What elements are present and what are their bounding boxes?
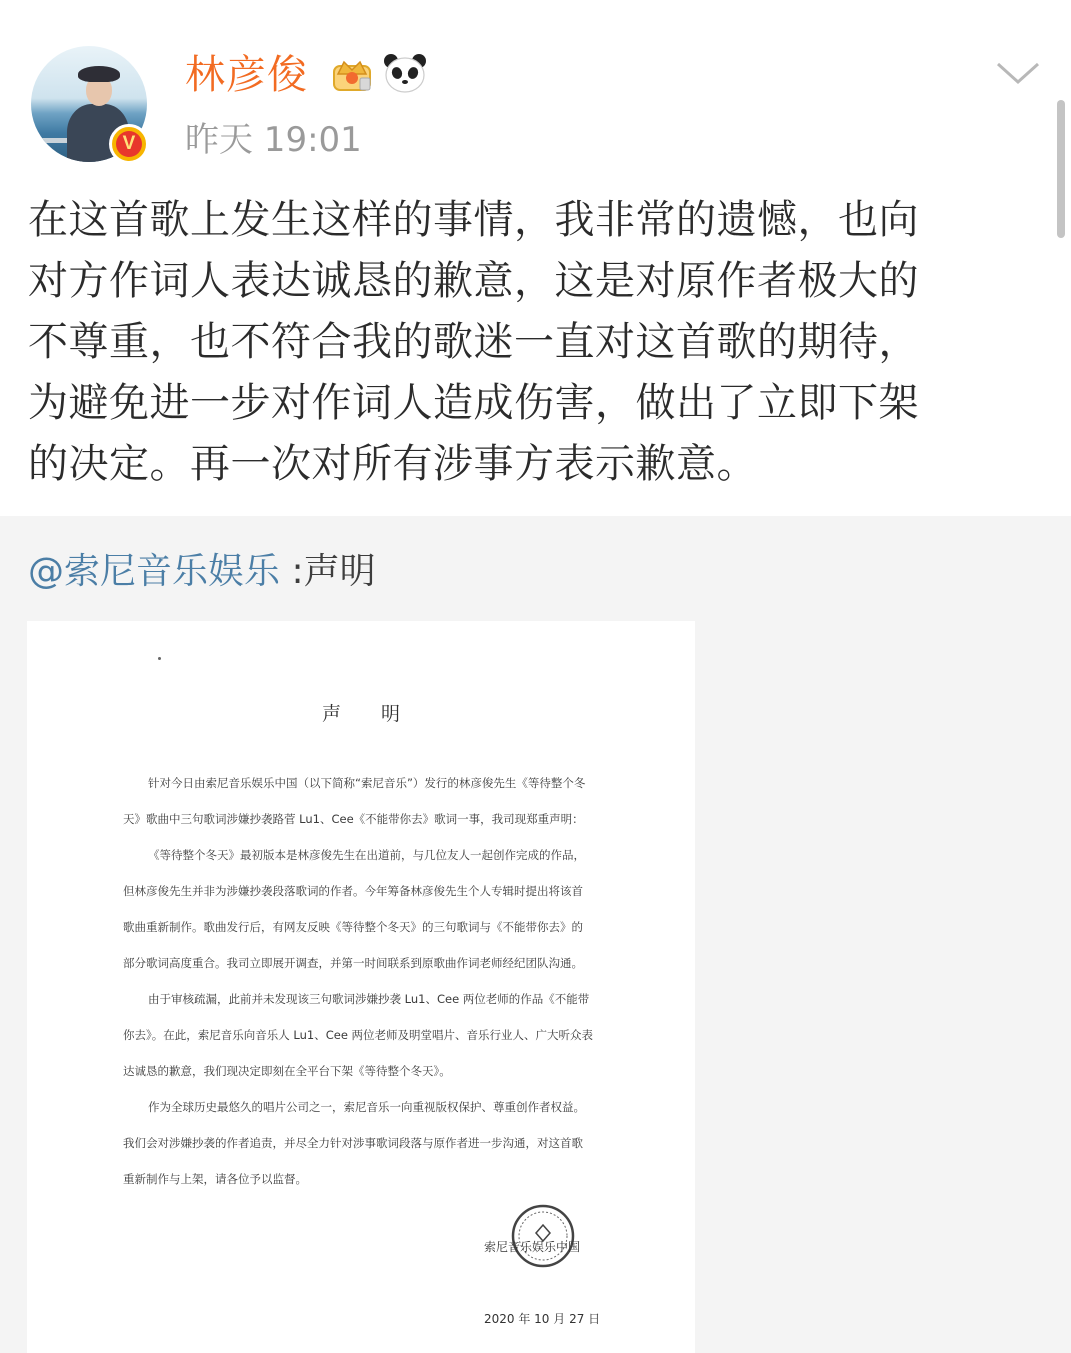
statement-line: 作为全球历史最悠久的唱片公司之一，索尼音乐一向重视版权保护、尊重创作者权益。 bbox=[148, 1100, 585, 1114]
statement-line: 由于审核疏漏，此前并未发现该三句歌词涉嫌抄袭 Lu1、Cee 两位老师的作品《不能带 bbox=[148, 992, 590, 1006]
post-text-line: 的决定。再一次对所有涉事方表示歉意。 bbox=[28, 441, 757, 487]
repost-title bbox=[28, 548, 376, 596]
company-seal-icon bbox=[510, 1203, 576, 1269]
panda-badge-icon[interactable] bbox=[383, 52, 427, 94]
statement-signature: 索尼音乐娱乐中国 bbox=[484, 1240, 581, 1254]
statement-title: 声明 bbox=[321, 703, 440, 725]
repost-title-suffix: :声明 bbox=[280, 551, 376, 592]
post-text-line: 对方作词人表达诚恳的歉意，这是对原作者极大的 bbox=[28, 258, 919, 304]
statement-line: 《等待整个冬天》最初版本是林彦俊先生在出道前，与几位友人一起创作完成的作品， bbox=[148, 848, 585, 862]
statement-line: 你去》。在此，索尼音乐向音乐人 Lu1、Cee 两位老师及明堂唱片、音乐行业人、广大听众表 bbox=[123, 1028, 594, 1042]
repost-mention-link[interactable]: @索尼音乐娱乐 bbox=[28, 551, 281, 592]
username[interactable]: 林彦俊 bbox=[185, 52, 308, 98]
statement-line: 重新制作与上架，请各位予以监督。 bbox=[123, 1172, 307, 1186]
post-text-line: 不尊重，也不符合我的歌迷一直对这首歌的期待， bbox=[28, 319, 919, 365]
doc-dot bbox=[158, 657, 161, 660]
statement-line: 歌曲重新制作。歌曲发行后，有网友反映《等待整个冬天》的三句歌词与《不能带你去》的 bbox=[123, 920, 583, 934]
statement-line: 部分歌词高度重合。我司立即展开调查，并第一时间联系到原歌曲作词老师经纪团队沟通。 bbox=[123, 956, 583, 970]
statement-line: 针对今日由索尼音乐娱乐中国（以下简称“索尼音乐”）发行的林彦俊先生《等待整个冬 bbox=[148, 776, 586, 790]
post-text-line: 为避免进一步对作词人造成伤害，做出了立即下架 bbox=[28, 380, 919, 426]
statement-line: 达诚恳的歉意，我们现决定即刻在全平台下架《等待整个冬天》。 bbox=[123, 1064, 451, 1078]
post-header bbox=[0, 0, 1071, 180]
statement-image[interactable] bbox=[27, 621, 695, 1353]
crown-badge-icon[interactable] bbox=[330, 52, 374, 94]
statement-line: 天》歌曲中三句歌词涉嫌抄袭路菅 Lu1、Cee《不能带你去》歌词一事，我司现郑重声明： bbox=[123, 812, 584, 826]
post-body-text bbox=[28, 190, 1028, 495]
avatar-figure-hat bbox=[78, 66, 120, 82]
statement-line: 我们会对涉嫌抄袭的作者追责，并尽全力针对涉事歌词段落与原作者进一步沟通，对这首歌 bbox=[123, 1136, 583, 1150]
post-timestamp: 昨天 19:01 bbox=[185, 120, 362, 160]
statement-line: 但林彦俊先生并非为涉嫌抄袭段落歌词的作者。今年筹备林彦俊先生个人专辑时提出将该首 bbox=[123, 884, 583, 898]
scrollbar[interactable] bbox=[1057, 100, 1065, 238]
post-text-line: 在这首歌上发生这样的事情，我非常的遗憾，也向 bbox=[28, 197, 919, 243]
statement-date: 2020 年 10 月 27 日 bbox=[484, 1312, 601, 1326]
verified-v-icon: V bbox=[109, 124, 149, 164]
chevron-down-icon[interactable] bbox=[994, 58, 1042, 88]
